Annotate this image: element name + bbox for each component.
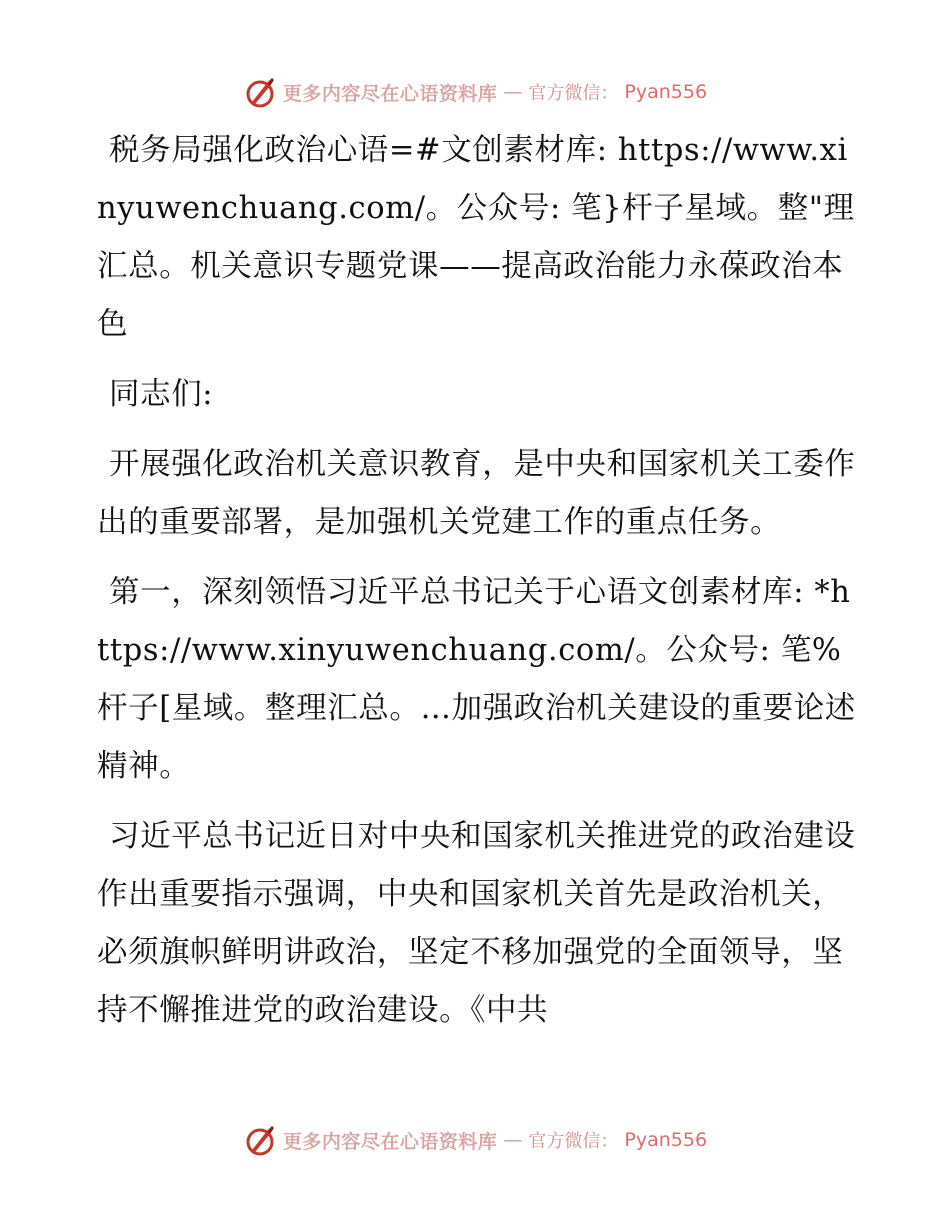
banner-wechat-label: 官方微信： (528, 83, 619, 104)
document-body (97, 122, 857, 1052)
quill-pen-logo-icon (243, 75, 277, 109)
banner-slogan: 更多内容尽在心语资料库 (282, 1130, 498, 1153)
paragraph-title: 税务局强化政治心语=#文创素材库: https://www.xinyuwenchuang.com/。公众号: 笔}杆子星域。整"理汇总。机关意识专题党课——提高政治能力永葆政治本色 (97, 133, 855, 342)
paragraph-section-one: 第一，深刻领悟习近平总书记关于心语文创素材库: *https://www.xinyuwenchuang.com/。公众号: 笔%杆子[星域。整理汇总。…加强政治机关建设的重要论述精神。 (97, 575, 856, 784)
banner-dash: — (503, 1129, 523, 1151)
banner-dash: — (503, 81, 523, 103)
banner-wechat-label: 官方微信： (528, 1131, 619, 1152)
paragraph-salutation: 同志们: (109, 377, 214, 412)
banner-wechat-id: Pyan556 (624, 81, 708, 103)
quill-pen-logo-icon (243, 1123, 277, 1157)
footer-watermark-banner (0, 1120, 950, 1160)
paragraph-instruction: 习近平总书记近日对中央和国家机关推进党的政治建设作出重要指示强调，中央和国家机关首先是政治机关，必须旗帜鲜明讲政治，坚定不移加强党的全面领导，坚持不懈推进党的政治建设。《中共 (97, 819, 856, 1028)
header-watermark-banner (0, 72, 950, 112)
paragraph-intro: 开展强化政治机关意识教育，是中央和国家机关工委作出的重要部署，是加强机关党建工作的重点任务。 (97, 447, 856, 540)
banner-wechat-id: Pyan556 (624, 1129, 708, 1151)
banner-slogan: 更多内容尽在心语资料库 (282, 82, 498, 105)
